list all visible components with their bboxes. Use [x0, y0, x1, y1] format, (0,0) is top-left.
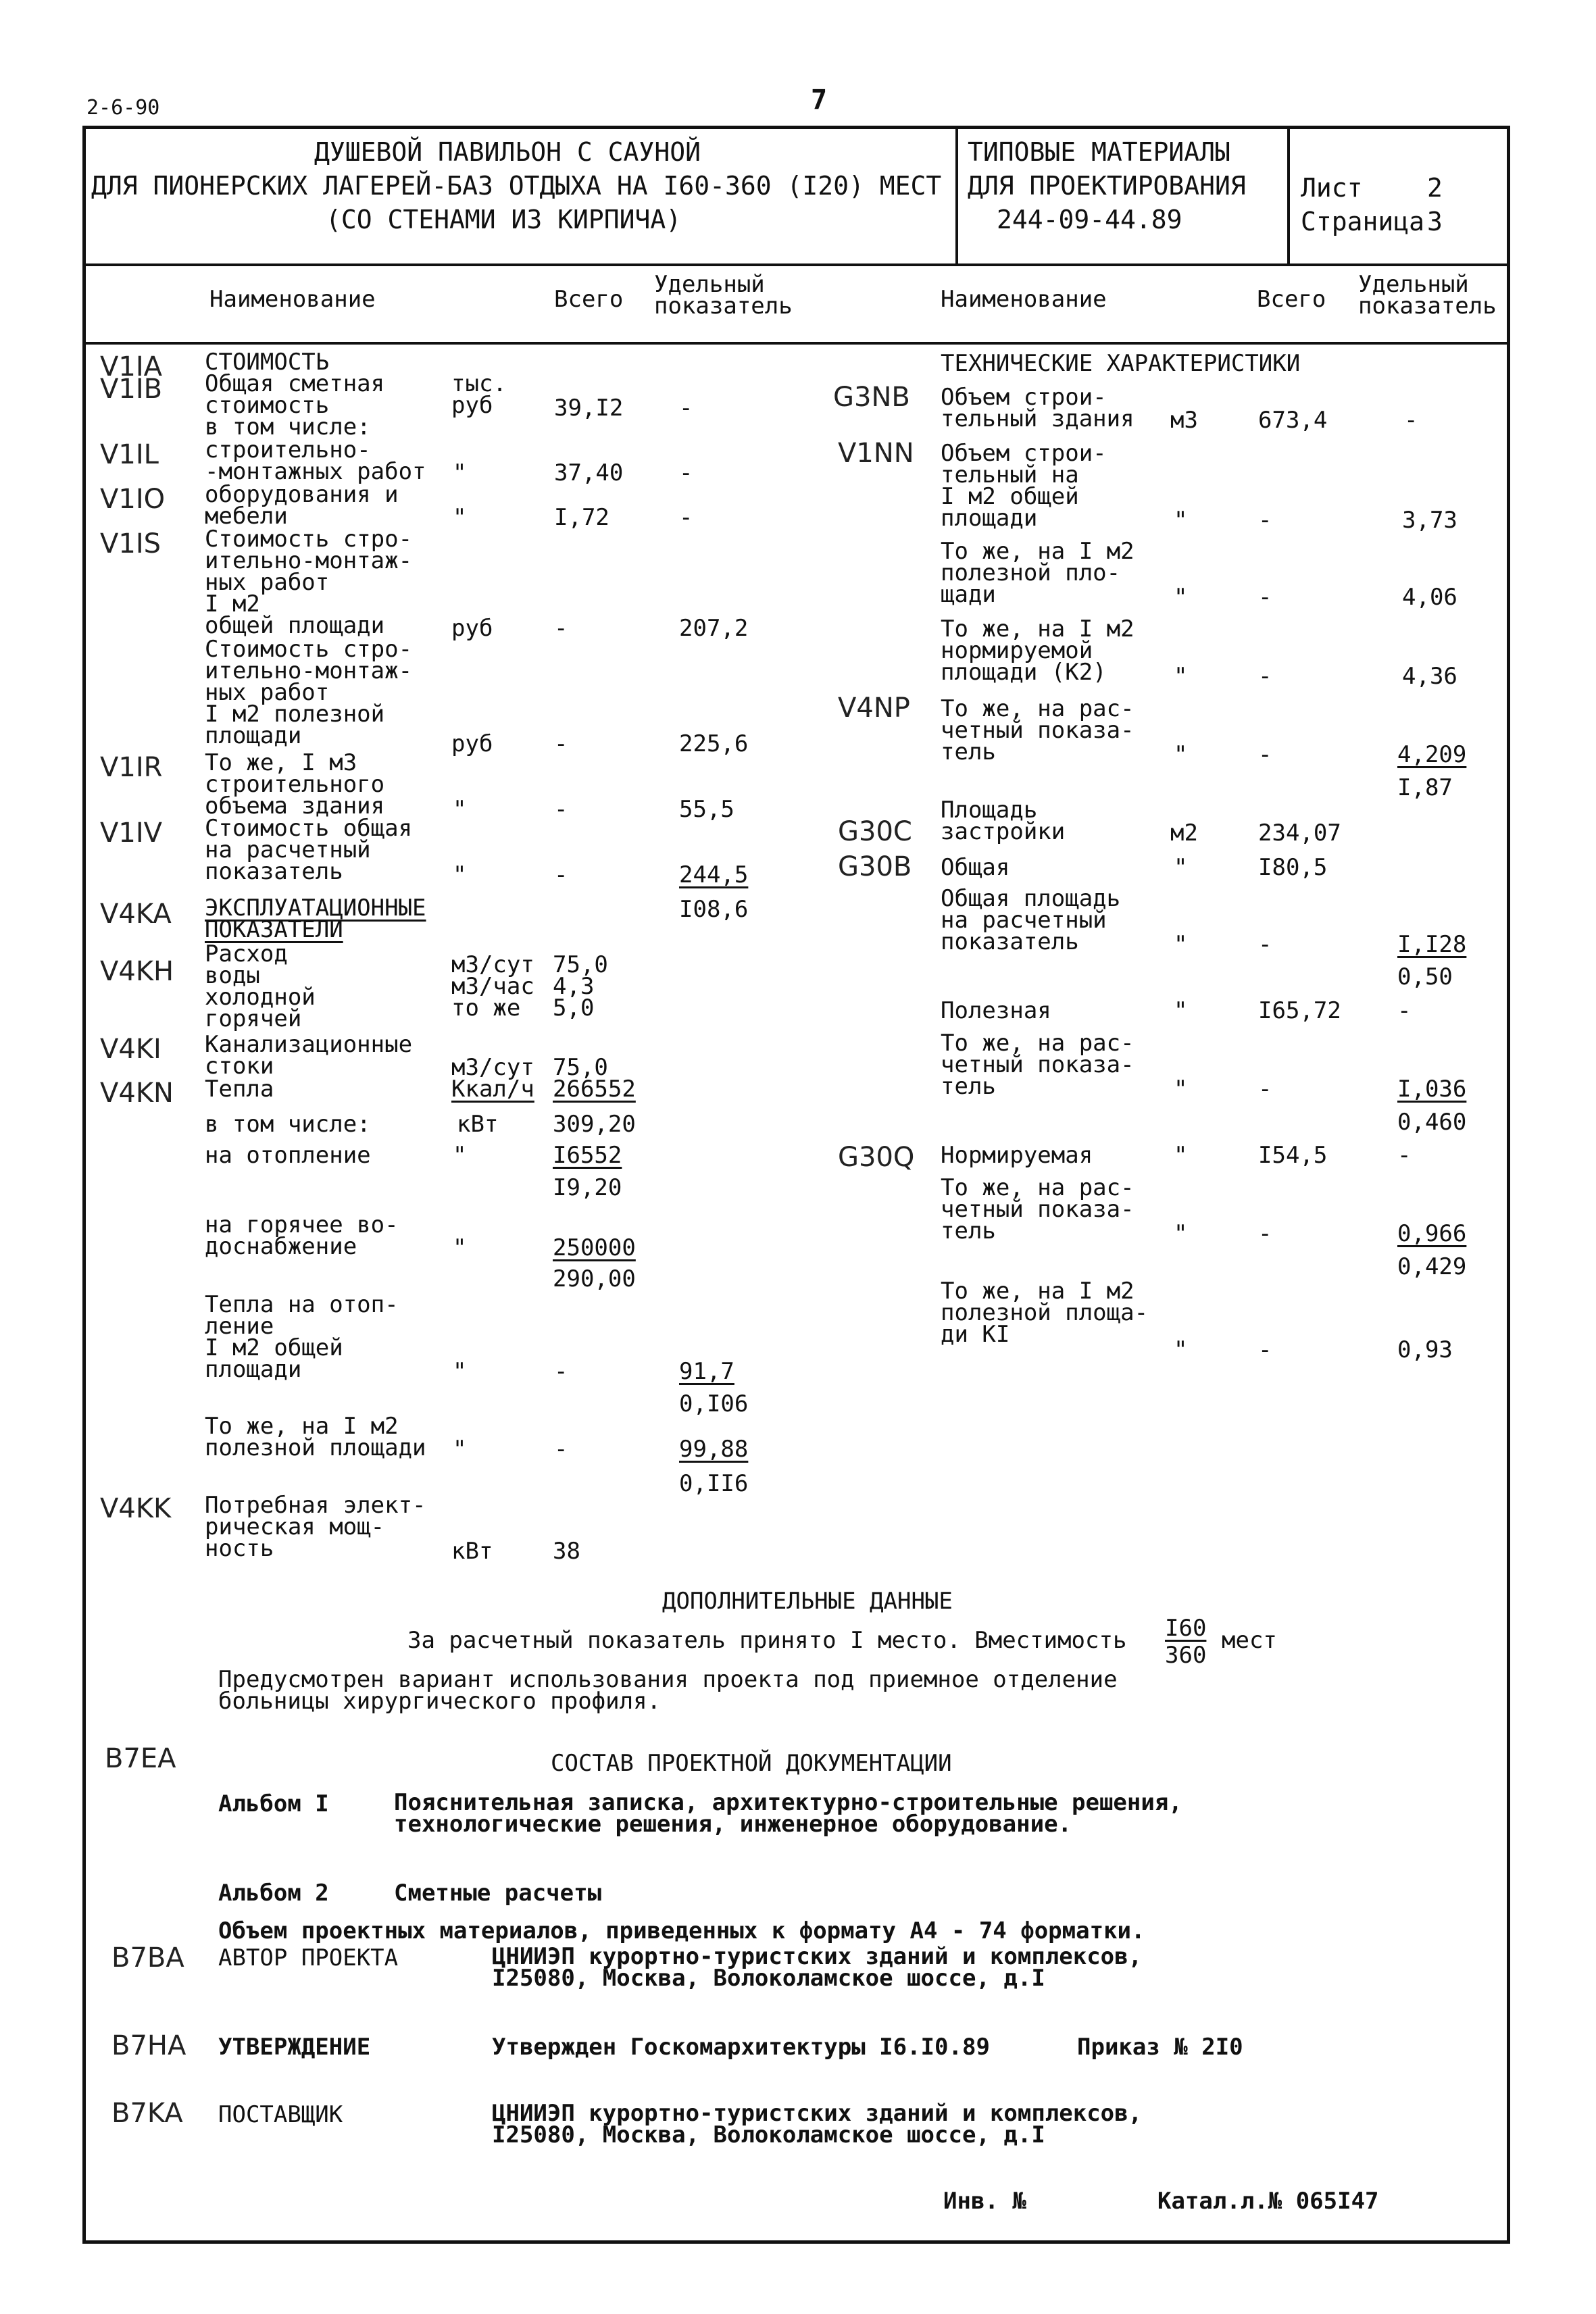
row-specific: 3,73	[1402, 507, 1457, 534]
row-name: То же, на рас- четный показа- тель	[941, 1030, 1134, 1100]
frame-top	[82, 126, 1510, 129]
row-total: I54,5	[1258, 1142, 1328, 1169]
row-total-2: I9,20	[553, 1174, 622, 1201]
margin-code: B7EA	[105, 1743, 176, 1774]
row-total: -	[554, 1436, 568, 1463]
row-name: Канализационные стоки	[205, 1031, 413, 1080]
row-total: -	[1258, 663, 1272, 690]
row-name: Объем строи- тельный на I м2 общей площади	[941, 440, 1107, 532]
row-unit: Ккал/ч	[451, 1076, 534, 1103]
additional-note: Предусмотрен вариант использования проекта под приемное отделение больницы хирургического профиля.	[218, 1666, 1118, 1715]
row-total: 39,I2	[554, 395, 624, 422]
row-specific-2: 0,I06	[679, 1390, 749, 1417]
margin-code: V1IL	[100, 439, 159, 470]
row-specific: 244,5	[679, 861, 749, 888]
additional-heading: ДОПОЛНИТЕЛЬНЫЕ ДАННЫЕ	[662, 1588, 953, 1615]
row-unit: м3	[1170, 407, 1198, 434]
row-name: СТОИМОСТЬ	[205, 349, 330, 376]
capacity-numerator: I60	[1165, 1615, 1207, 1642]
row-specific-2: 0,II6	[679, 1470, 749, 1497]
margin-code: V4NP	[838, 693, 910, 724]
row-specific: -	[1397, 997, 1412, 1024]
row-specific: 207,2	[679, 615, 749, 642]
approval-order: Приказ № 2I0	[1077, 2034, 1243, 2061]
row-total: I80,5	[1258, 854, 1328, 881]
row-total: 673,4	[1258, 407, 1328, 434]
row-unit: "	[1174, 854, 1188, 881]
row-unit: "	[453, 861, 467, 888]
row-specific-2: 0,50	[1397, 963, 1453, 990]
page-value: 3	[1427, 207, 1443, 236]
page-number: 7	[811, 84, 828, 116]
column-header-bottom-line	[82, 342, 1510, 345]
row-unit: "	[1174, 1336, 1188, 1363]
row-name: То же, на рас- четный показа- тель	[941, 1174, 1134, 1244]
row-name: То же, на I м2 полезной площа- ди KI	[941, 1278, 1149, 1348]
col-total-right: Всего	[1257, 286, 1326, 313]
title-divider-2	[1287, 126, 1290, 265]
row-unit: "	[453, 796, 467, 823]
supplier-text: ЦНИИЭП курортно-туристских зданий и комплексов, I25080, Москва, Волоколамское шоссе, д.I	[492, 2100, 1143, 2148]
row-name: Общая	[941, 854, 1010, 881]
row-specific: 55,5	[679, 796, 734, 823]
row-name: Полезная	[941, 997, 1051, 1024]
row-total: I,72	[554, 504, 609, 531]
margin-code: V1IO	[100, 484, 166, 515]
row-total: -	[554, 861, 568, 888]
row-specific: 91,7	[679, 1358, 734, 1385]
row-specific: I08,6	[679, 896, 749, 923]
row-total: 38	[553, 1538, 580, 1565]
row-unit: кВт	[451, 1538, 493, 1565]
margin-code: V1IV	[100, 818, 162, 849]
row-name: Потребная элект- рическая мощ- ность	[205, 1492, 426, 1562]
title-divider-1	[955, 126, 958, 265]
margin-code: V4KI	[100, 1034, 161, 1065]
row-unit: "	[1174, 507, 1188, 534]
row-total: I65,72	[1258, 997, 1341, 1024]
margin-code: V1IS	[100, 528, 161, 559]
row-unit: "	[1174, 663, 1188, 690]
row-specific: I,036	[1397, 1076, 1467, 1103]
row-unit: "	[1174, 1076, 1188, 1103]
row-specific: 4,06	[1402, 584, 1457, 611]
margin-code: G30Q	[838, 1142, 915, 1173]
row-unit: "	[1174, 997, 1188, 1024]
margin-code: V1IB	[100, 374, 163, 405]
margin-code: G30B	[838, 851, 912, 882]
title-line-1: ДУШЕВОЙ ПАВИЛЬОН С САУНОЙ	[314, 137, 701, 167]
row-unit: "	[1174, 931, 1188, 958]
album2-label: Альбом 2	[218, 1880, 329, 1907]
row-total: 75,0 4,3 5,0	[553, 951, 608, 1022]
row-name: Стоимость стро- ительно-монтаж- ных работ I м2 общей площади	[205, 526, 413, 639]
row-total: 75,0	[553, 1054, 608, 1081]
row-name: То же, на I м2 полезной пло- щади	[941, 538, 1134, 608]
row-total: -	[1258, 507, 1272, 534]
row-unit: м2	[1170, 820, 1198, 847]
row-specific: 0,966	[1397, 1220, 1467, 1247]
title-bottom-line	[82, 263, 1510, 266]
row-name: То же, на рас- четный показа- тель	[941, 695, 1134, 765]
row-name: Площадь застройки	[941, 797, 1066, 845]
row-total: 309,20	[553, 1111, 636, 1138]
row-unit: "	[453, 1358, 467, 1385]
row-name: Расход воды холодной горячей	[205, 940, 316, 1032]
project-number: 244-09-44.89	[997, 205, 1182, 234]
row-specific: -	[679, 395, 693, 422]
margin-code: V4KN	[100, 1078, 174, 1109]
frame-bottom	[82, 2240, 1510, 2244]
capacity-denominator: 360	[1165, 1642, 1207, 1669]
row-unit: м3/сут м3/час то же	[451, 951, 534, 1022]
page-label: Страница	[1301, 207, 1425, 236]
row-name: Тепла	[205, 1076, 274, 1103]
row-specific-2: I,87	[1397, 774, 1453, 801]
margin-code: G30C	[838, 816, 912, 847]
row-name: То же, I м3 строительного объема здания	[205, 749, 385, 820]
col-name-right: Наименование	[941, 286, 1107, 313]
row-total: 37,40	[554, 459, 624, 486]
frame-left	[82, 126, 86, 2244]
row-unit: тыс. руб	[451, 370, 507, 419]
row-specific: 225,6	[679, 730, 749, 757]
materials-line-1: ТИПОВЫЕ МАТЕРИАЛЫ	[968, 137, 1230, 167]
row-name: Тепла на отоп- ление I м2 общей площади	[205, 1291, 399, 1383]
title-line-2: ДЛЯ ПИОНЕРСКИХ ЛАГЕРЕЙ-БАЗ ОТДЫХА НА I60-360 (I20) МЕСТ	[91, 171, 942, 201]
row-name: Нормируемая	[941, 1142, 1093, 1169]
margin-code: V4KH	[100, 956, 174, 987]
approval-text: Утвержден Госкомархитектуры I6.I0.89	[492, 2034, 990, 2061]
row-total: -	[554, 796, 568, 823]
row-unit: "	[453, 1234, 467, 1261]
row-specific: -	[679, 459, 693, 486]
sheet-label: Лист	[1301, 173, 1363, 203]
row-unit: "	[1174, 584, 1188, 611]
row-total: 250000	[553, 1234, 636, 1261]
row-specific: 4,36	[1402, 663, 1457, 690]
row-name: на горячее во- доснабжение	[205, 1211, 399, 1260]
row-name: Стоимость общая на расчетный показатель	[205, 815, 413, 885]
row-unit: "	[1174, 1142, 1188, 1169]
row-total-2: 290,00	[553, 1265, 636, 1292]
row-name: Общая сметная стоимость в том числе:	[205, 370, 385, 441]
margin-code: V1NN	[838, 438, 914, 469]
row-total: 266552	[553, 1076, 636, 1103]
row-unit: кВт	[457, 1111, 499, 1138]
author-label: АВТОР ПРОЕКТА	[218, 1944, 399, 1971]
margin-code: G3NB	[833, 382, 910, 413]
row-name: ТЕХНИЧЕСКИЕ ХАРАКТЕРИСТИКИ	[941, 350, 1301, 377]
row-total: -	[1258, 931, 1272, 958]
row-specific: I,I28	[1397, 931, 1467, 958]
row-total: -	[1258, 584, 1272, 611]
row-unit: руб	[451, 730, 493, 757]
volume-text: Объем проектных материалов, приведенных к формату А4 - 74 форматки.	[218, 1917, 1145, 1944]
row-specific-2: 0,460	[1397, 1109, 1467, 1136]
col-specific-left: Удельный показатель	[654, 271, 793, 320]
row-name: То же, на I м2 нормируемой площади (K2)	[941, 615, 1134, 686]
supplier-label: ПОСТАВЩИК	[218, 2101, 343, 2128]
document-code: 2-6-90	[86, 96, 160, 120]
row-name: То же, на I м2 полезной площади	[205, 1413, 426, 1461]
margin-code: B7BA	[111, 1942, 184, 1973]
row-unit: "	[453, 504, 467, 531]
row-total: -	[1258, 741, 1272, 768]
row-unit: "	[453, 1436, 467, 1463]
composition-heading: СОСТАВ ПРОЕКТНОЙ ДОКУМЕНТАЦИИ	[551, 1750, 952, 1777]
row-name: ЭКСПЛУАТАЦИОННЫЕ ПОКАЗАТЕЛИ	[205, 895, 426, 943]
row-name: на отопление	[205, 1142, 371, 1169]
row-specific: -	[1397, 1142, 1412, 1169]
album2-text: Сметные расчеты	[394, 1880, 602, 1907]
catalog-sheet-number: Катал.л.№ 065I47	[1157, 2188, 1379, 2215]
margin-code: B7HA	[111, 2030, 186, 2061]
row-name: Стоимость стро- ительно-монтаж- ных работ I м2 полезной площади	[205, 636, 413, 749]
row-total: I6552	[553, 1142, 622, 1169]
row-total: -	[1258, 1336, 1272, 1363]
title-line-3: (СО СТЕНАМИ ИЗ КИРПИЧА)	[326, 205, 682, 234]
row-total: -	[1258, 1220, 1272, 1247]
capacity-unit: мест	[1222, 1627, 1277, 1654]
row-specific: 99,88	[679, 1436, 749, 1463]
row-specific: 0,93	[1397, 1336, 1453, 1363]
album1-text: Пояснительная записка, архитектурно-строительные решения, технологические решения, инженерное оборудование.	[394, 1789, 1182, 1838]
col-specific-right: Удельный показатель	[1358, 271, 1497, 320]
materials-line-2: ДЛЯ ПРОЕКТИРОВАНИЯ	[968, 171, 1246, 201]
album1-label: Альбом I	[218, 1790, 329, 1817]
capacity-text: За расчетный показатель принято I место. Вместимость	[407, 1627, 1127, 1654]
row-specific: -	[1404, 407, 1418, 434]
row-name: оборудования и мебели	[205, 481, 399, 530]
author-text: ЦНИИЭП курортно-туристских зданий и комплексов, I25080, Москва, Волоколамское шоссе, д.I	[492, 1943, 1143, 1992]
row-specific: 4,209	[1397, 741, 1467, 768]
inventory-number: Инв. №	[943, 2188, 1026, 2215]
row-name: Объем строи- тельный здания	[941, 384, 1134, 432]
frame-right	[1507, 126, 1510, 2244]
margin-code: V1IR	[100, 752, 163, 783]
row-name: в том числе:	[205, 1111, 371, 1138]
row-total: -	[1258, 1076, 1272, 1103]
row-specific: -	[679, 504, 693, 531]
sheet-value: 2	[1427, 173, 1443, 203]
row-unit: "	[453, 1142, 467, 1169]
row-unit: м3/сут	[451, 1054, 534, 1081]
row-name: Общая площадь на расчетный показатель	[941, 885, 1121, 955]
row-total: 234,07	[1258, 820, 1341, 847]
row-unit: "	[1174, 1220, 1188, 1247]
margin-code: B7KA	[111, 2098, 183, 2129]
row-name: строительно- -монтажных работ	[205, 436, 426, 485]
approval-label: УТВЕРЖДЕНИЕ	[218, 2034, 371, 2061]
margin-code: V4KA	[100, 899, 172, 930]
row-total: -	[554, 1358, 568, 1385]
margin-code: V1IA	[100, 351, 162, 382]
row-specific-2: 0,429	[1397, 1253, 1467, 1280]
col-total-left: Всего	[554, 286, 624, 313]
row-unit: "	[1174, 741, 1188, 768]
col-name-left: Наименование	[209, 286, 376, 313]
row-unit: "	[453, 459, 467, 486]
row-total: -	[554, 730, 568, 757]
row-unit: руб	[451, 615, 493, 642]
row-total: -	[554, 615, 568, 642]
margin-code: V4KK	[100, 1493, 172, 1524]
